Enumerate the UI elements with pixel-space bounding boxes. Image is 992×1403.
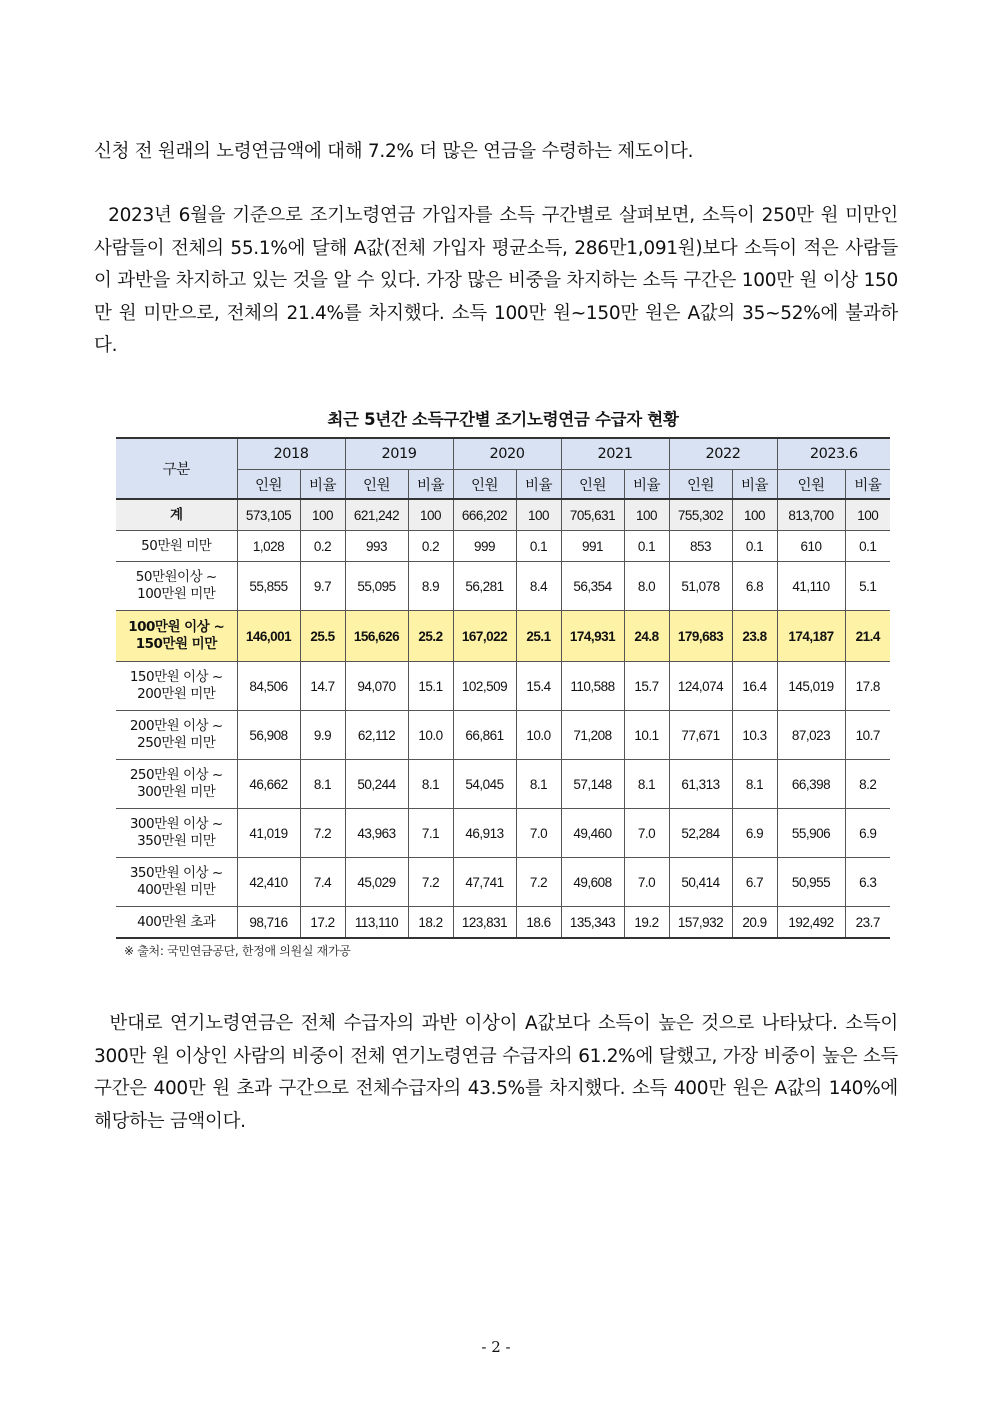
header-ratio: 비율 bbox=[300, 470, 345, 500]
row-label: 100만원 이상 ~ 150만원 미만 bbox=[116, 611, 237, 662]
ratio-cell: 100 bbox=[516, 499, 561, 531]
count-cell: 41,019 bbox=[237, 809, 300, 858]
ratio-cell: 6.7 bbox=[732, 858, 777, 907]
row-label: 50만원 미만 bbox=[116, 531, 237, 562]
ratio-cell: 100 bbox=[624, 499, 669, 531]
ratio-cell: 6.9 bbox=[732, 809, 777, 858]
header-count: 인원 bbox=[777, 470, 845, 500]
header-year: 2019 bbox=[345, 438, 453, 470]
header-year: 2020 bbox=[453, 438, 561, 470]
count-cell: 110,588 bbox=[561, 662, 624, 711]
ratio-cell: 17.2 bbox=[300, 907, 345, 939]
table-row bbox=[116, 562, 890, 611]
ratio-cell: 0.1 bbox=[845, 531, 890, 562]
ratio-cell: 15.4 bbox=[516, 662, 561, 711]
ratio-cell: 7.1 bbox=[408, 809, 453, 858]
count-cell: 813,700 bbox=[777, 499, 845, 531]
count-cell: 135,343 bbox=[561, 907, 624, 939]
count-cell: 55,095 bbox=[345, 562, 408, 611]
count-cell: 179,683 bbox=[669, 611, 732, 662]
ratio-cell: 6.9 bbox=[845, 809, 890, 858]
count-cell: 49,460 bbox=[561, 809, 624, 858]
ratio-cell: 19.2 bbox=[624, 907, 669, 939]
count-cell: 157,932 bbox=[669, 907, 732, 939]
ratio-cell: 5.1 bbox=[845, 562, 890, 611]
ratio-cell: 8.9 bbox=[408, 562, 453, 611]
ratio-cell: 7.0 bbox=[624, 809, 669, 858]
table-body bbox=[116, 499, 890, 938]
ratio-cell: 7.0 bbox=[624, 858, 669, 907]
ratio-cell: 10.0 bbox=[408, 711, 453, 760]
ratio-cell: 0.2 bbox=[300, 531, 345, 562]
count-cell: 66,861 bbox=[453, 711, 516, 760]
count-cell: 56,281 bbox=[453, 562, 516, 611]
table-row bbox=[116, 711, 890, 760]
ratio-cell: 18.2 bbox=[408, 907, 453, 939]
count-cell: 54,045 bbox=[453, 760, 516, 809]
header-years-row bbox=[116, 438, 890, 470]
paragraph-3: 반대로 연기노령연금은 전체 수급자의 과반 이상이 A값보다 소득이 높은 것으로 나타났다. 소득이 300만 원 이상인 사람의 비중이 전체 연기노령연금 수급자의 61.2%에 달했고, 가장 비중이 높은 소득 구간은 400만 원 초과 구간으로 전체수급자의 43.5%를 차지했다. 소득 400만 원은 A값의 140%에 해당하는 금액이다. bbox=[94, 1013, 898, 1132]
ratio-cell: 8.1 bbox=[732, 760, 777, 809]
ratio-cell: 24.8 bbox=[624, 611, 669, 662]
ratio-cell: 10.3 bbox=[732, 711, 777, 760]
ratio-cell: 20.9 bbox=[732, 907, 777, 939]
count-cell: 51,078 bbox=[669, 562, 732, 611]
count-cell: 610 bbox=[777, 531, 845, 562]
row-label: 400만원 초과 bbox=[116, 907, 237, 939]
count-cell: 43,963 bbox=[345, 809, 408, 858]
header-ratio: 비율 bbox=[624, 470, 669, 500]
ratio-cell: 23.7 bbox=[845, 907, 890, 939]
ratio-cell: 0.2 bbox=[408, 531, 453, 562]
count-cell: 41,110 bbox=[777, 562, 845, 611]
count-cell: 45,029 bbox=[345, 858, 408, 907]
count-cell: 71,208 bbox=[561, 711, 624, 760]
ratio-cell: 8.1 bbox=[300, 760, 345, 809]
table-row bbox=[116, 760, 890, 809]
count-cell: 50,414 bbox=[669, 858, 732, 907]
row-label: 계 bbox=[116, 499, 237, 531]
count-cell: 755,302 bbox=[669, 499, 732, 531]
ratio-cell: 25.5 bbox=[300, 611, 345, 662]
header-year: 2023.6 bbox=[777, 438, 890, 470]
count-cell: 84,506 bbox=[237, 662, 300, 711]
table-source-note: ※ 출처: 국민연금공단, 한정애 의원실 재가공 bbox=[124, 944, 351, 958]
ratio-cell: 8.1 bbox=[624, 760, 669, 809]
page-number: - 2 - bbox=[481, 1338, 511, 1356]
ratio-cell: 21.4 bbox=[845, 611, 890, 662]
header-ratio: 비율 bbox=[516, 470, 561, 500]
ratio-cell: 17.8 bbox=[845, 662, 890, 711]
count-cell: 61,313 bbox=[669, 760, 732, 809]
ratio-cell: 25.2 bbox=[408, 611, 453, 662]
ratio-cell: 8.1 bbox=[516, 760, 561, 809]
ratio-cell: 15.1 bbox=[408, 662, 453, 711]
count-cell: 993 bbox=[345, 531, 408, 562]
count-cell: 57,148 bbox=[561, 760, 624, 809]
row-label: 350만원 이상 ~ 400만원 미만 bbox=[116, 858, 237, 907]
ratio-cell: 8.4 bbox=[516, 562, 561, 611]
ratio-cell: 8.2 bbox=[845, 760, 890, 809]
recipients-table bbox=[116, 437, 890, 939]
count-cell: 145,019 bbox=[777, 662, 845, 711]
header-count: 인원 bbox=[453, 470, 516, 500]
ratio-cell: 6.8 bbox=[732, 562, 777, 611]
count-cell: 46,913 bbox=[453, 809, 516, 858]
count-cell: 573,105 bbox=[237, 499, 300, 531]
count-cell: 94,070 bbox=[345, 662, 408, 711]
header-year: 2022 bbox=[669, 438, 777, 470]
ratio-cell: 18.6 bbox=[516, 907, 561, 939]
ratio-cell: 15.7 bbox=[624, 662, 669, 711]
count-cell: 98,716 bbox=[237, 907, 300, 939]
ratio-cell: 10.7 bbox=[845, 711, 890, 760]
ratio-cell: 8.0 bbox=[624, 562, 669, 611]
ratio-cell: 9.7 bbox=[300, 562, 345, 611]
ratio-cell: 0.1 bbox=[732, 531, 777, 562]
header-count: 인원 bbox=[561, 470, 624, 500]
ratio-cell: 100 bbox=[845, 499, 890, 531]
count-cell: 87,023 bbox=[777, 711, 845, 760]
header-gubun: 구분 bbox=[116, 438, 237, 499]
ratio-cell: 7.2 bbox=[300, 809, 345, 858]
count-cell: 77,671 bbox=[669, 711, 732, 760]
count-cell: 42,410 bbox=[237, 858, 300, 907]
header-count: 인원 bbox=[669, 470, 732, 500]
table-row bbox=[116, 499, 890, 531]
ratio-cell: 100 bbox=[732, 499, 777, 531]
paragraph-2: 2023년 6월을 기준으로 조기노령연금 가입자를 소득 구간별로 살펴보면, 소득이 250만 원 미만인 사람들이 전체의 55.1%에 달해 A값(전체 가입자 평균소득, 286만1,091원)보다 소득이 적은 사람들이 과반을 차지하고 있는 것을 알 수 있다. 가장 많은 비중을 차지하는 소득 구간은 100만 원 이상 150만 원 미만으로, 전체의 21.4%를 차지했다. 소득 100만 원~150만 원은 A값의 35~52%에 불과하다. bbox=[94, 205, 898, 356]
header-ratio: 비율 bbox=[845, 470, 890, 500]
count-cell: 1,028 bbox=[237, 531, 300, 562]
count-cell: 999 bbox=[453, 531, 516, 562]
header-year: 2018 bbox=[237, 438, 345, 470]
count-cell: 52,284 bbox=[669, 809, 732, 858]
table-row bbox=[116, 809, 890, 858]
ratio-cell: 8.1 bbox=[408, 760, 453, 809]
row-label: 200만원 이상 ~ 250만원 미만 bbox=[116, 711, 237, 760]
ratio-cell: 100 bbox=[300, 499, 345, 531]
count-cell: 56,908 bbox=[237, 711, 300, 760]
count-cell: 66,398 bbox=[777, 760, 845, 809]
count-cell: 853 bbox=[669, 531, 732, 562]
table-row bbox=[116, 907, 890, 939]
ratio-cell: 9.9 bbox=[300, 711, 345, 760]
count-cell: 167,022 bbox=[453, 611, 516, 662]
count-cell: 123,831 bbox=[453, 907, 516, 939]
ratio-cell: 100 bbox=[408, 499, 453, 531]
table-row bbox=[116, 531, 890, 562]
row-label: 150만원 이상 ~ 200만원 미만 bbox=[116, 662, 237, 711]
count-cell: 46,662 bbox=[237, 760, 300, 809]
count-cell: 56,354 bbox=[561, 562, 624, 611]
row-label: 300만원 이상 ~ 350만원 미만 bbox=[116, 809, 237, 858]
count-cell: 50,244 bbox=[345, 760, 408, 809]
count-cell: 666,202 bbox=[453, 499, 516, 531]
count-cell: 146,001 bbox=[237, 611, 300, 662]
header-count: 인원 bbox=[237, 470, 300, 500]
table-row bbox=[116, 662, 890, 711]
count-cell: 49,608 bbox=[561, 858, 624, 907]
header-count: 인원 bbox=[345, 470, 408, 500]
row-label: 250만원 이상 ~ 300만원 미만 bbox=[116, 760, 237, 809]
ratio-cell: 6.3 bbox=[845, 858, 890, 907]
ratio-cell: 23.8 bbox=[732, 611, 777, 662]
count-cell: 991 bbox=[561, 531, 624, 562]
count-cell: 55,906 bbox=[777, 809, 845, 858]
ratio-cell: 7.2 bbox=[516, 858, 561, 907]
count-cell: 62,112 bbox=[345, 711, 408, 760]
count-cell: 55,855 bbox=[237, 562, 300, 611]
count-cell: 113,110 bbox=[345, 907, 408, 939]
ratio-cell: 7.4 bbox=[300, 858, 345, 907]
count-cell: 156,626 bbox=[345, 611, 408, 662]
count-cell: 174,187 bbox=[777, 611, 845, 662]
count-cell: 192,492 bbox=[777, 907, 845, 939]
table-title: 최근 5년간 소득구간별 조기노령연금 수급자 현황 bbox=[327, 410, 679, 429]
count-cell: 705,631 bbox=[561, 499, 624, 531]
row-label: 50만원이상 ~ 100만원 미만 bbox=[116, 562, 237, 611]
ratio-cell: 14.7 bbox=[300, 662, 345, 711]
header-ratio: 비율 bbox=[732, 470, 777, 500]
count-cell: 102,509 bbox=[453, 662, 516, 711]
count-cell: 174,931 bbox=[561, 611, 624, 662]
paragraph-1: 신청 전 원래의 노령연금액에 대해 7.2% 더 많은 연금을 수령하는 제도이다. bbox=[94, 141, 694, 162]
table-row bbox=[116, 858, 890, 907]
ratio-cell: 10.0 bbox=[516, 711, 561, 760]
ratio-cell: 25.1 bbox=[516, 611, 561, 662]
ratio-cell: 7.0 bbox=[516, 809, 561, 858]
count-cell: 47,741 bbox=[453, 858, 516, 907]
count-cell: 621,242 bbox=[345, 499, 408, 531]
header-ratio: 비율 bbox=[408, 470, 453, 500]
count-cell: 124,074 bbox=[669, 662, 732, 711]
table-row bbox=[116, 611, 890, 662]
ratio-cell: 0.1 bbox=[516, 531, 561, 562]
ratio-cell: 7.2 bbox=[408, 858, 453, 907]
ratio-cell: 16.4 bbox=[732, 662, 777, 711]
header-year: 2021 bbox=[561, 438, 669, 470]
count-cell: 50,955 bbox=[777, 858, 845, 907]
ratio-cell: 10.1 bbox=[624, 711, 669, 760]
ratio-cell: 0.1 bbox=[624, 531, 669, 562]
